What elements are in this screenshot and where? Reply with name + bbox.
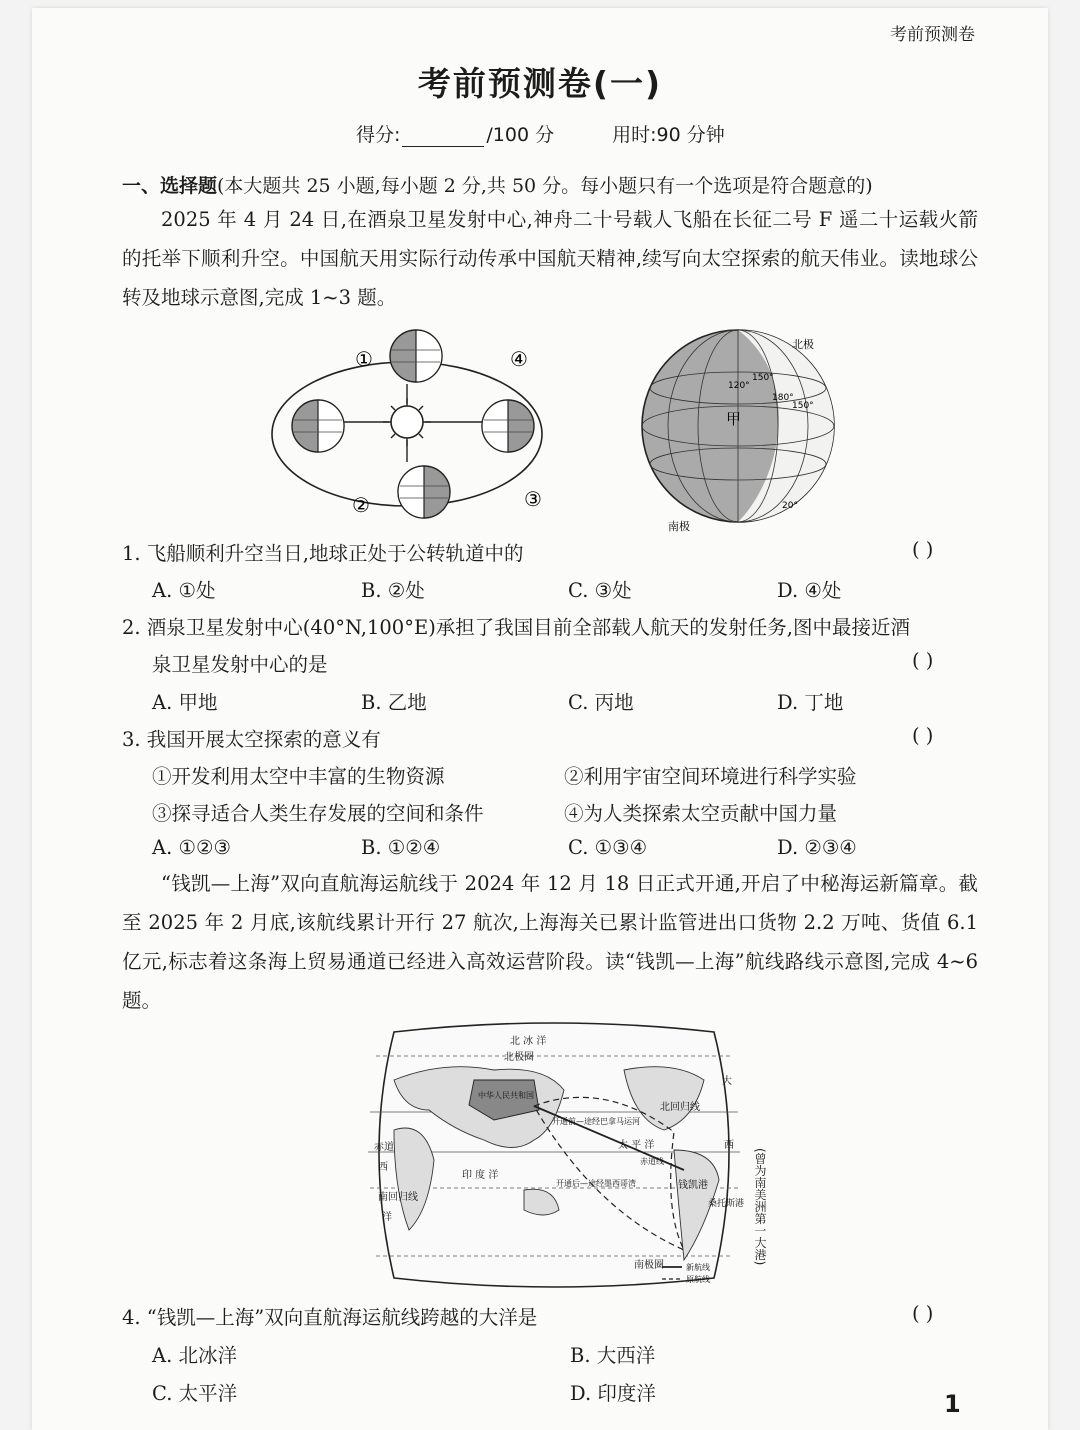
q2-option-a[interactable]: A. 甲地	[152, 691, 218, 714]
globe-lat5: 20°	[782, 501, 798, 511]
time-label: 用时:90 分钟	[612, 124, 725, 146]
exam-page	[32, 8, 1048, 1430]
q1-option-b[interactable]: B. ②处	[361, 579, 425, 602]
q4-option-c[interactable]: C. 太平洋	[152, 1382, 238, 1405]
sun-icon	[391, 406, 423, 438]
globe-lat3: 180°	[772, 393, 794, 403]
q4-stem: 4. “钱凯—上海”双向直航海运航线跨越的大洋是	[122, 1306, 538, 1329]
q2-option-b[interactable]: B. 乙地	[361, 691, 427, 714]
santos-note: (曾为南美洲第一大港)	[753, 1148, 767, 1266]
label-tropic-cancer: 北回归线	[660, 1102, 700, 1113]
score-label: 得分:	[356, 124, 401, 146]
label-santos: 桑托斯港	[708, 1199, 745, 1209]
label-indian: 印 度 洋	[462, 1170, 499, 1181]
passage-2: “钱凯—上海”双向直航海运航线于 2024 年 12 月 18 日正式开通,开启了中秘海运新篇章。截至 2025 年 2 月底,该航线累计开行 27 航次,上海海关已累计监管进出口货物 2.2 万吨、货值 6.1 亿元,标志着这条海上贸易通道已经进入高效运营阶段。读“钱凯—上海”航线路线示意图,完成 4~6 题。	[122, 872, 978, 1012]
q2-stem: 2. 酒泉卫星发射中心(40°N,100°E)承担了我国目前全部载人航天的发射任务,图中最接近酒	[122, 616, 910, 639]
q2-stem-line2: 泉卫星发射中心的是	[152, 653, 328, 676]
legend-old: 原航线	[686, 1275, 710, 1284]
route-map	[334, 1020, 774, 1290]
label-pacific: 太 平 洋	[618, 1140, 655, 1151]
label-antarctic-circle: 南极圈	[634, 1260, 664, 1271]
globe-north-pole: 北极	[792, 338, 814, 351]
page-number: 1	[944, 1390, 961, 1418]
globe-diagram	[632, 318, 852, 532]
passage-1: 2025 年 4 月 24 日,在酒泉卫星发射中心,神舟二十号载人飞船在长征二号 F 遥二十运载火箭的托举下顺利升空。中国航天用实际行动传承中国航天精神,续写向太空探索的航天伟业。读地球公转及地球示意图,完成 1~3 题。	[122, 208, 978, 309]
label-tropic-capricorn: 南回归线	[378, 1192, 418, 1203]
globe-south-pole: 南极	[668, 520, 690, 532]
q3-stem: 3. 我国开展太空探索的意义有	[122, 728, 381, 751]
label-equator2: 赤道线	[640, 1157, 664, 1166]
q3-item-2: ②利用宇宙空间环境进行科学实验	[564, 765, 857, 788]
q4-option-b[interactable]: B. 大西洋	[570, 1344, 656, 1367]
globe-lat1: 120°	[728, 381, 750, 391]
q3-option-d[interactable]: D. ②③④	[777, 836, 857, 859]
label-west: 西	[724, 1140, 734, 1151]
q4-option-d[interactable]: D. 印度洋	[570, 1382, 656, 1405]
q3-item-4: ④为人类探索太空贡献中国力量	[564, 802, 838, 825]
globe-jia: 甲	[726, 410, 742, 428]
q3-item-3: ③探寻适合人类生存发展的空间和条件	[152, 802, 484, 825]
label-route-a: 开通前—途经巴拿马运河	[552, 1117, 640, 1126]
q2-answer-paren[interactable]: ( )	[912, 649, 934, 672]
orbit-label-4: ④	[510, 347, 528, 371]
page-title: 考前预测卷(一)	[417, 64, 663, 103]
label-big: 大	[722, 1076, 732, 1087]
q1-answer-paren[interactable]: ( )	[912, 538, 934, 561]
orbit-diagram	[252, 312, 562, 528]
section-heading	[122, 171, 873, 198]
header-tag: 考前预测卷	[890, 25, 975, 45]
label-atlantic-w2: 洋	[382, 1212, 392, 1223]
label-china: 中华人民共和国	[478, 1091, 534, 1100]
label-route-b: 开通后—途经墨西哥湾	[556, 1179, 636, 1188]
q3-option-b[interactable]: B. ①②④	[361, 836, 441, 859]
section-note: (本大题共 25 小题,每小题 2 分,共 50 分。每小题只有一个选项是符合题意的)	[217, 175, 873, 197]
q3-option-a[interactable]: A. ①②③	[152, 836, 231, 859]
q4-answer-paren[interactable]: ( )	[912, 1302, 934, 1325]
label-arctic-ocean: 北 冰 洋	[510, 1036, 547, 1047]
q3-answer-paren[interactable]: ( )	[912, 724, 934, 747]
q2-option-d[interactable]: D. 丁地	[777, 691, 844, 714]
legend-new: 新航线	[686, 1263, 710, 1272]
q3-item-1: ①开发利用太空中丰富的生物资源	[152, 765, 445, 788]
q1-stem: 1. 飞船顺利升空当日,地球正处于公转轨道中的	[122, 542, 524, 565]
score-total: /100 分	[486, 124, 555, 146]
orbit-label-3: ③	[524, 487, 542, 511]
q3-option-c[interactable]: C. ①③④	[568, 836, 648, 859]
label-atlantic-w: 西	[378, 1162, 388, 1173]
score-line	[356, 120, 725, 147]
section-label: 一、选择题	[122, 175, 218, 197]
label-equator: 赤道	[374, 1142, 394, 1153]
q1-option-c[interactable]: C. ③处	[568, 579, 632, 602]
orbit-label-1: ①	[355, 347, 373, 371]
q1-option-d[interactable]: D. ④处	[777, 579, 842, 602]
score-blank[interactable]	[402, 128, 484, 147]
globe-lat2: 150°	[752, 373, 774, 383]
q2-option-c[interactable]: C. 丙地	[568, 691, 634, 714]
q1-option-a[interactable]: A. ①处	[152, 579, 216, 602]
label-arctic-circle: 北极圈	[504, 1052, 534, 1063]
q4-option-a[interactable]: A. 北冰洋	[152, 1344, 237, 1367]
orbit-label-2: ②	[352, 493, 370, 517]
globe-lat4: 150°	[792, 401, 814, 411]
label-chancay: 钱凯港	[678, 1180, 708, 1191]
